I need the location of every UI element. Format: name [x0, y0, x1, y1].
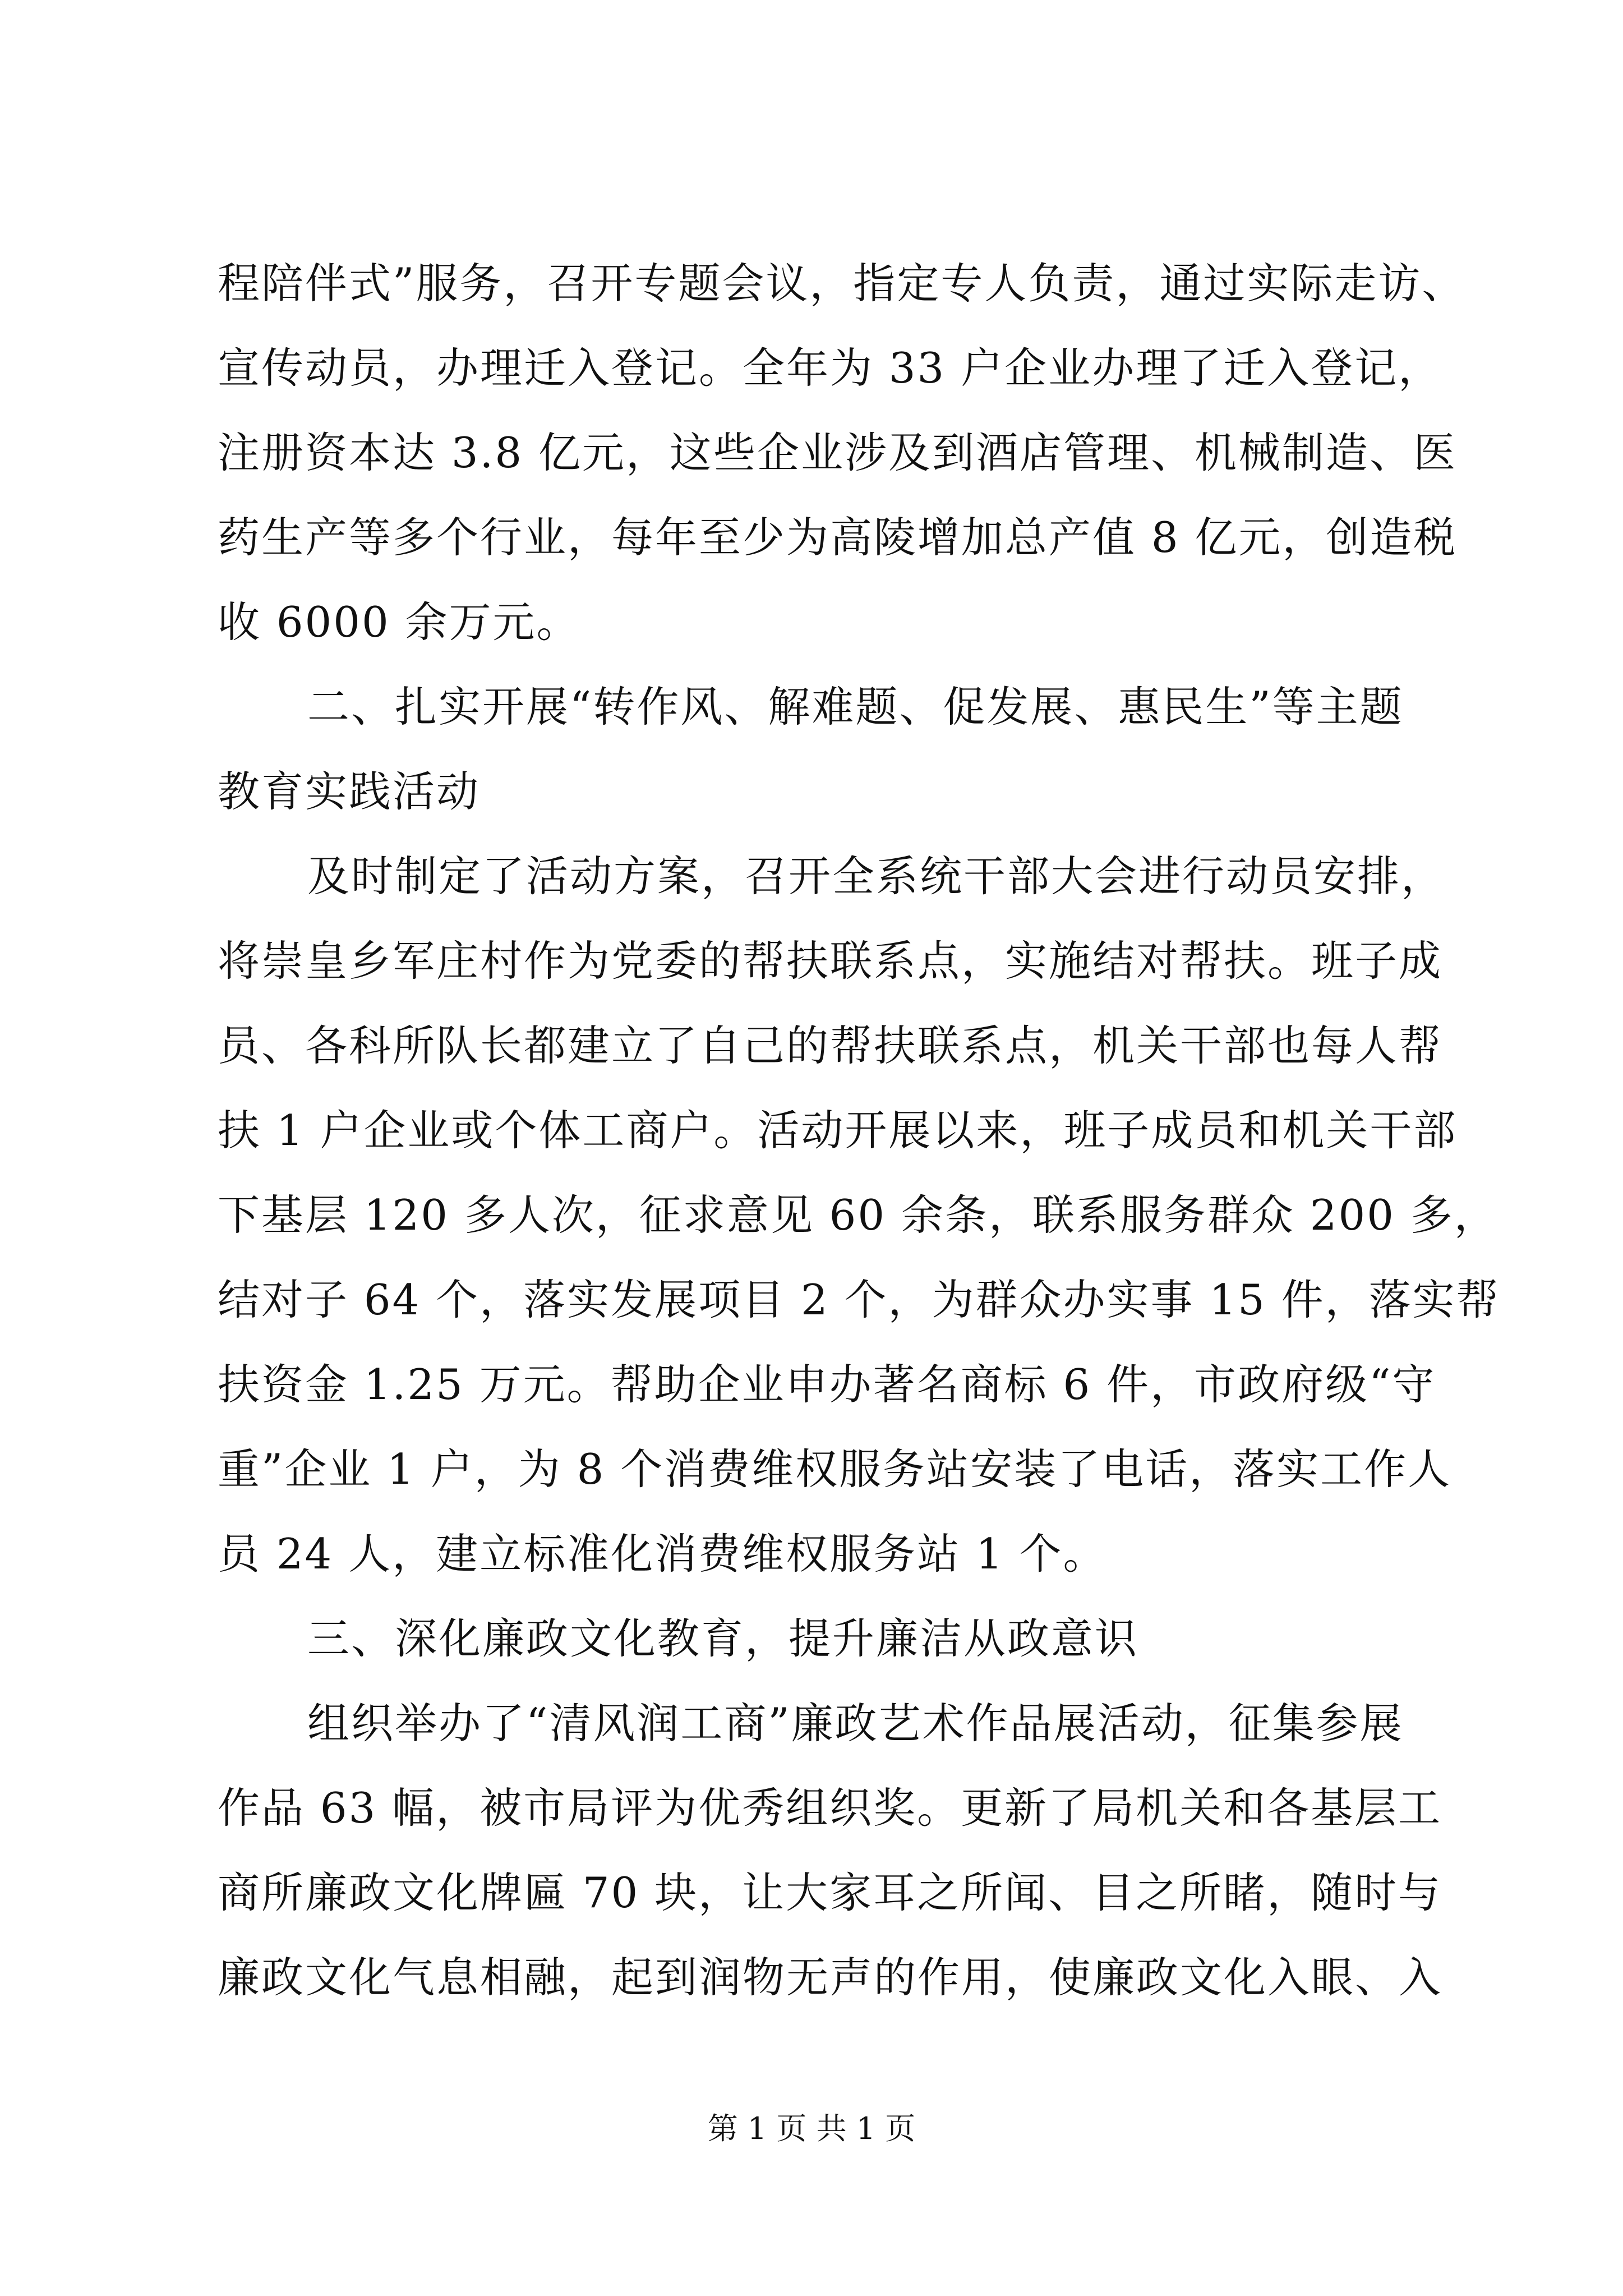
text-line: 收 6000 余万元。: [218, 597, 580, 647]
text-line: 注册资本达 3.8 亿元，这些企业涉及到酒店管理、机械制造、医: [218, 428, 1457, 477]
paragraph-first-line: 及时制定了活动方案，召开全系统干部大会进行动员安排，: [307, 852, 1445, 901]
text-line: 商所廉政文化牌匾 70 块，让大家耳之所闻、目之所睹，随时与: [218, 1868, 1442, 1917]
text-line: 将崇皇乡军庄村作为党委的帮扶联系点，实施结对帮扶。班子成: [218, 936, 1443, 986]
text-line: 扶资金 1.25 万元。帮助企业申办著名商标 6 件，市政府级“守: [218, 1360, 1436, 1409]
text-line: 结对子 64 个，落实发展项目 2 个，为群众办实事 15 件，落实帮: [218, 1275, 1500, 1324]
section-heading-continuation: 教育实践活动: [218, 767, 481, 816]
text-line: 下基层 120 多人次，征求意见 60 余条，联系服务群众 200 多，: [218, 1190, 1498, 1240]
text-line: 重”企业 1 户，为 8 个消费维权服务站安装了电话，落实工作人: [218, 1444, 1452, 1494]
section-heading: 二、扎实开展“转作风、解难题、促发展、惠民生”等主题: [307, 682, 1404, 731]
page-footer: [0, 2109, 1623, 2148]
text-line: 员、各科所队长都建立了自己的帮扶联系点，机关干部也每人帮: [218, 1021, 1443, 1070]
section-heading: 三、深化廉政文化教育，提升廉洁从政意识: [307, 1614, 1139, 1663]
text-line: 扶 1 户企业或个体工商户。活动开展以来，班子成员和机关干部: [218, 1106, 1458, 1155]
paragraph-first-line: 组织举办了“清风润工商”廉政艺术作品展活动，征集参展: [307, 1699, 1404, 1748]
text-line: 药生产等多个行业，每年至少为高陵增加总产值 8 亿元，创造税: [218, 513, 1458, 562]
text-line: 宣传动员，办理迁入登记。全年为 33 户企业办理了迁入登记，: [218, 343, 1442, 393]
text-line: 作品 63 幅，被市局评为优秀组织奖。更新了局机关和各基层工: [218, 1783, 1442, 1833]
text-line: 程陪伴式”服务，召开专题会议，指定专人负责，通过实际走访、: [218, 259, 1466, 308]
text-line: 员 24 人，建立标准化消费维权服务站 1 个。: [218, 1529, 1107, 1579]
document-body: [218, 241, 1500, 2020]
page-number-label: 第 1 页 共 1 页: [707, 2111, 916, 2146]
text-line: 廉政文化气息相融，起到润物无声的作用，使廉政文化入眼、入: [218, 1953, 1443, 2002]
